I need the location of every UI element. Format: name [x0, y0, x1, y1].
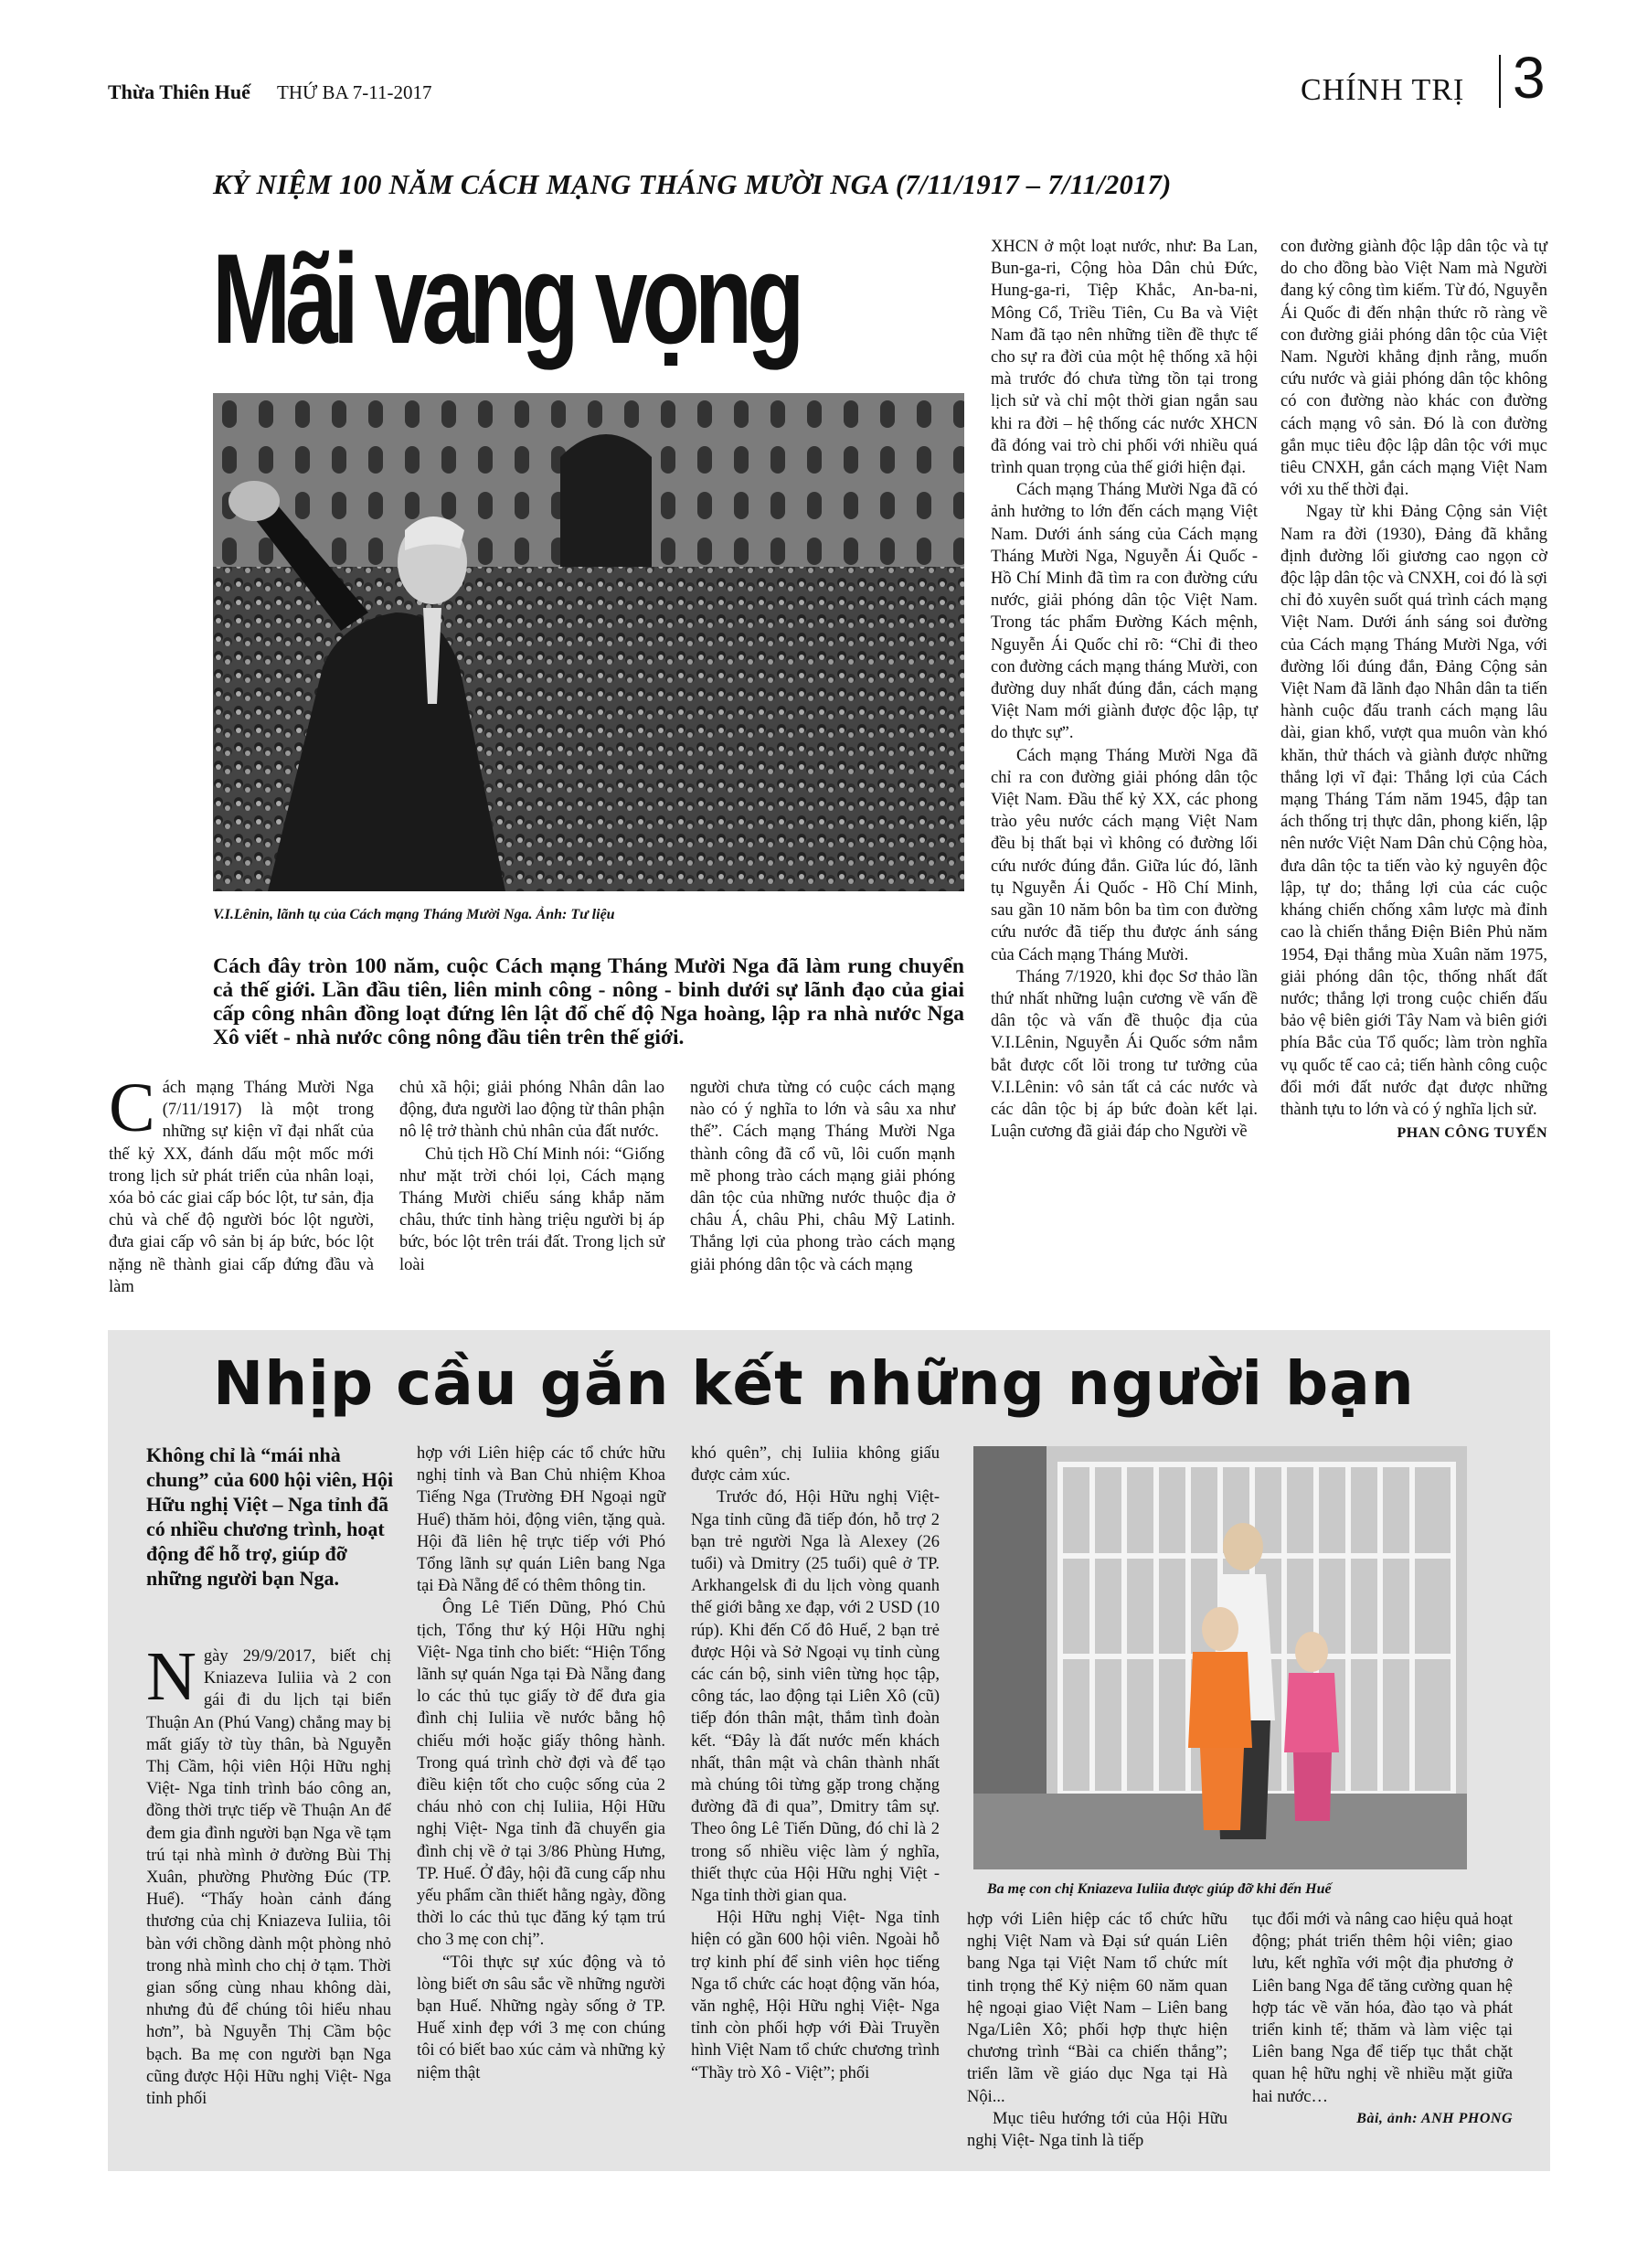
- article2-col2-p2: Ông Lê Tiến Dũng, Phó Chủ tịch, Tổng thư ký Hội Hữu nghị Việt- Nga tỉnh cho biết: “Hiện Tổng lãnh sự quán Nga tại Đà Nẵng đang lo các thủ tục giấy tờ để đưa gia đình chị Iuliia về nước bằng hộ chiếu mới hoặc giấy thông hành. Trong quá trình chờ đợi và để tạo điều kiện tốt cho cuộc sống của 2 cháu nhỏ con chị Iuliia, Hội Hữu nghị Việt- Nga tỉnh đã chuyển gia đình chị về ở tại 3/86 Phùng Hưng, TP. Huế. Ở đây, hội đã cung cấp nhu yếu phẩm cần thiết hằng ngày, đồng thời lo các thủ tục đăng ký tạm trú cho 3 mẹ con chị”.: [417, 1599, 665, 1950]
- page-number: 3: [1513, 45, 1546, 111]
- article2-byline: Bài, ảnh: ANH PHONG: [1356, 2110, 1513, 2126]
- article2-col3-p1: khó quên”, chị Iuliia không giấu được cảm xúc.: [691, 1444, 940, 1485]
- article1-col5: [1280, 236, 1547, 1145]
- lenin-photo-illustration: [213, 393, 964, 891]
- article1-kicker: KỶ NIỆM 100 NĂM CÁCH MẠNG THÁNG MƯỜI NGA (7/11/1917 – 7/11/2017): [213, 169, 1172, 200]
- article1-col2-p2: Chủ tịch Hồ Chí Minh nói: “Giống như mặt trời chói lọi, Cách mạng Tháng Mười chiếu sáng khắp năm châu, thức tỉnh hàng triệu người bị áp bức, bóc lột trên trái đất. Trong lịch sử loài: [399, 1145, 664, 1274]
- article1-col4-p3: Cách mạng Tháng Mười Nga đã chỉ ra con đường giải phóng dân tộc Việt Nam. Đầu thế kỷ XX, các phong trào yêu nước cách mạng Việt Nam đều bị thất bại vì không có đường lối cứu nước đúng đắn. Giữa lúc đó, lãnh tụ Nguyễn Ái Quốc - Hồ Chí Minh, sau gần 10 năm bôn ba tìm con đường cứu nước đã tiếp thu được ánh sáng của Cách mạng Tháng Mười.: [991, 746, 1258, 964]
- paper-name: Thừa Thiên Huế: [108, 80, 250, 103]
- article1-col3-p1: người chưa từng có cuộc cách mạng nào có ý nghĩa to lớn và sâu xa như thế”. Cách mạng Tháng Mười Nga thành công đã cổ vũ, lôi cuốn mạnh mẽ phong trào cách mạng giải phóng dân tộc của những nước thuộc địa ở châu Á, châu Phi, châu Mỹ Latinh. Thắng lợi của phong trào cách mạng giải phóng dân tộc và cách mạng: [690, 1079, 955, 1274]
- article2-col5-p1: tục đổi mới và nâng cao hiệu quả hoạt động; phát triển thêm hội viên; giao lưu, kết nghĩa với một địa phương ở Liên bang Nga để tăng cường quan hệ hợp tác về văn hóa, đào tạo và phát triển kinh tế; thăm và làm việc tại Liên bang Nga để tiếp tục thắt chặt quan hệ hữu nghị về nhiều mặt giữa hai nước…: [1252, 1911, 1513, 2106]
- article1-col5-p2: Ngay từ khi Đảng Cộng sản Việt Nam ra đời (1930), Đảng đã khẳng định đường lối giương cao ngọn cờ độc lập dân tộc và CNXH, coi đó là sợi chỉ đỏ xuyên suốt quá trình cách mạng Việt Nam. Dưới ánh sáng soi đường của Cách mạng Tháng Mười Nga, với đường lối đúng đắn, Đảng Cộng sản Việt Nam đã lãnh đạo Nhân dân ta tiến hành cuộc đấu tranh cách mạng lâu dài, gian khổ, vượt qua muôn vàn khó khăn, thử thách và giành được những thắng lợi vĩ đại: Thắng lợi của Cách mạng Tháng Tám năm 1945, đập tan ách thống trị thực dân, phong kiến, lập nên nước Việt Nam Dân chủ Cộng hòa, đưa dân tộc ta tiến vào kỷ nguyên độc lập, tự do; thắng lợi của các cuộc kháng chiến chống xâm lược mà đỉnh cao là chiến thắng Điện Biên Phủ năm 1954, Đại thắng mùa Xuân năm 1975, giải phóng dân tộc, thống nhất đất nước; thắng lợi trong cuộc chiến đấu bảo vệ biên giới Tây Nam và biên giới phía Bắc của Tổ quốc; làm tròn nghĩa vụ quốc tế cao cả; tiến hành công cuộc đổi mới đất nước đạt được những thành tựu to lớn và có ý nghĩa lịch sử.: [1280, 503, 1547, 1119]
- article2-col3: [691, 1443, 940, 2084]
- article2-photo-caption: Ba mẹ con chị Kniazeva Iuliia được giúp đỡ khi đến Huế: [987, 1881, 1332, 1897]
- family-photo-illustration: [973, 1446, 1467, 1869]
- article2-col5: [1252, 1909, 1513, 2130]
- article1-photo-caption: V.I.Lênin, lãnh tụ của Cách mạng Tháng Mười Nga. Ảnh: Tư liệu: [213, 907, 615, 922]
- article2-col3-p3: Hội Hữu nghị Việt- Nga tỉnh hiện có gần 600 hội viên. Ngoài hỗ trợ kinh phí để sinh viên học tiếng Nga tổ chức các hoạt động văn hóa, văn nghệ, Hội Hữu nghị Việt- Nga tỉnh còn phối hợp với Đài Truyền hình Việt Nam tổ chức chương trình “Thầy trò Xô - Việt”; phối: [691, 1909, 940, 2082]
- issue-date: THỨ BA 7-11-2017: [277, 81, 432, 103]
- article2-col2-p1: hợp với Liên hiệp các tổ chức hữu nghị tỉnh và Ban Chủ nhiệm Khoa Tiếng Nga (Trường ĐH Ngoại ngữ Huế) thăm hỏi, động viên, tặng quà. Hội đã liên hệ trực tiếp với Phó Tổng lãnh sự quán Liên bang Nga tại Đà Nẵng để có thêm thông tin.: [417, 1444, 665, 1596]
- article1-col4-p2: Cách mạng Tháng Mười Nga đã có ảnh hưởng to lớn đến cách mạng Việt Nam. Dưới ánh sáng của Cách mạng Tháng Mười Nga, Nguyễn Ái Quốc - Hồ Chí Minh đã tìm ra con đường cứu nước, giải phóng dân tộc Việt Nam. Trong tác phẩm Đường Kách mệnh, Nguyễn Ái Quốc chỉ rõ: “Chỉ đi theo con đường cách mạng tháng Mười, con đường duy nhất đúng đắn, cách mạng Việt Nam mới giành được độc lập, tự do thực sự”.: [991, 481, 1258, 743]
- article2-photo: [973, 1446, 1467, 1869]
- article2-col4-p1: hợp với Liên hiệp các tổ chức hữu nghị Việt Nam và Đại sứ quán Liên bang Nga tại Việt Nam tổ chức mít tinh trọng thể Kỷ niệm 60 năm quan hệ ngoại giao Việt Nam – Liên bang Nga/Liên Xô; phối hợp thực hiện chương trình “Bài ca chiến thắng”; triển lãm về giáo dục Nga tại Hà Nội...: [967, 1911, 1227, 2106]
- article2-dropcap: N: [146, 1638, 197, 1715]
- article1-col4-p4: Tháng 7/1920, khi đọc Sơ thảo lần thứ nhất những luận cương về vấn đề dân tộc và vấn đề thuộc địa của V.I.Lênin, Nguyễn Ái Quốc sớm nắm bắt được cốt lõi trong tư tưởng của V.I.Lênin: vô sản tất cả các nước và các dân tộc bị áp bức đoàn kết lại. Luận cương đã giải đáp cho Người về: [991, 967, 1258, 1142]
- article2-col4: [967, 1909, 1227, 2152]
- article2-col2-p3: “Tôi thực sự xúc động và tỏ lòng biết ơn sâu sắc về những người bạn Huế. Những ngày sống ở TP. Huế xinh đẹp với 3 mẹ con chúng tôi có biết bao xúc cảm và những kỷ niệm thật: [417, 1953, 665, 2082]
- article1-col1: [109, 1070, 374, 1298]
- article1-col1-text: ách mạng Tháng Mười Nga (7/11/1917) là một trong những sự kiện vĩ đại nhất của thế kỷ XX, đánh dấu một mốc mới trong lịch sử phát triển của nhân loại, xóa bỏ các giai cấp bóc lột, tư sản, địa chủ và chế độ người bóc lột người, đưa giai cấp vô sản bị áp bức, bóc lột nặng nề thành giai cấp đứng đầu và làm: [109, 1079, 374, 1296]
- article1-headline: Mãi vang vọng: [212, 227, 800, 370]
- article2-col3-p2: Trước đó, Hội Hữu nghị Việt- Nga tỉnh cũng đã tiếp đón, hỗ trợ 2 bạn trẻ người Nga là Alexey (26 tuổi) và Dmitry (25 tuổi) quê ở TP. Arkhangelsk đi du lịch vòng quanh thế giới bằng xe đạp, với 2 USD (10 rúp). Khi đến Cố đô Huế, 2 bạn trẻ được Hội và Sở Ngoại vụ tỉnh cùng các cán bộ, sinh viên từng học tập, công tác, lao động tại Liên Xô (cũ) tiếp đón thân mật, thắm tình đoàn kết. “Đây là đất nước mến khách nhất, thân mật và chân thành nhất mà chúng tôi từng gặp trong chặng đường đã đi qua”, Dmitry tâm sự. Theo ông Lê Tiến Dũng, đó chỉ là 2 trong số nhiều việc làm ý nghĩa, thiết thực của Hội Hữu nghị Việt - Nga tỉnh thời gian qua.: [691, 1488, 940, 1906]
- article2-col2: [417, 1443, 665, 2084]
- article2-lead: Không chỉ là “mái nhà chung” của 600 hội viên, Hội Hữu nghị Việt – Nga tỉnh đã có nhiều chương trình, hoạt động để hỗ trợ, giúp đỡ những người bạn Nga.: [146, 1443, 394, 1590]
- article2-col1: [146, 1638, 391, 2110]
- section-title: CHÍNH TRỊ: [1301, 73, 1465, 107]
- article2-col4-p2: Mục tiêu hướng tới của Hội Hữu nghị Việt- Nga tỉnh là tiếp: [967, 2109, 1227, 2151]
- article1-col5-p1: con đường giành độc lập dân tộc và tự do cho đồng bào Việt Nam mà Người đang ký công tìm kiếm. Từ đó, Nguyễn Ái Quốc đi đến nhận thức rõ ràng về con đường giải phóng dân tộc của Việt Nam. Người khẳng định rằng, muốn cứu nước và giải phóng dân tộc không có con đường nào khác con đường cách mạng vô sản. Đó là con đường gắn mục tiêu độc lập dân tộc với mục tiêu CNXH, gắn cách mạng Việt Nam với xu thế thời đại.: [1280, 238, 1547, 500]
- article1-byline: PHAN CÔNG TUYẾN: [1397, 1125, 1547, 1142]
- article1-dropcap: C: [109, 1070, 155, 1146]
- article1-col2-p1: chủ xã hội; giải phóng Nhân dân lao động, đưa người lao động từ thân phận nô lệ trở thành chủ nhân của đất nước.: [399, 1079, 664, 1142]
- article1-col4: [991, 236, 1258, 1143]
- article1-photo: [213, 393, 964, 891]
- article2-headline: Nhịp cầu gắn kết những người bạn: [213, 1348, 1415, 1419]
- header-divider: [1499, 55, 1501, 108]
- article1-col4-p1: XHCN ở một loạt nước, như: Ba Lan, Bun-ga-ri, Cộng hòa Dân chủ Đức, Hung-ga-ri, Tiệp Khắc, An-ba-ni, Mông Cổ, Triều Tiên, Cu Ba và Việt Nam đã tạo nên những tiền đề thực tế cho sự ra đời của một hệ thống xã hội mà trước đó chưa từng tồn tại trong lịch sử và chỉ một thời gian ngắn sau khi ra đời – hệ thống các nước XHCN đã đóng vai trò chi phối với nhiều quá trình quan trọng của thế giới hiện đại.: [991, 238, 1258, 478]
- article2-col1-text: gày 29/9/2017, biết chị Kniazeva Iuliia và 2 con gái đi du lịch tại biển Thuận An (Phú Vang) chẳng may bị mất giấy tờ tùy thân, bà Nguyễn Thị Cầm, hội viên Hội Hữu nghị Việt- Nga tỉnh trình báo công an, đồng thời trực tiếp về Thuận An để đem gia đình người bạn Nga về tạm trú tại nhà mình ở đường Bùi Thị Xuân, phường Phường Đúc (TP. Huế). “Thấy hoàn cảnh đáng thương của chị Kniazeva Iuliia, tôi bàn với chồng dành một phòng nhỏ trong nhà mình cho chị ở tạm. Thời gian sống cùng nhau không dài, nhưng đủ để chúng tôi hiểu nhau hơn”, bà Nguyễn Thị Cầm bộc bạch. Ba mẹ con người bạn Nga cũng được Hội Hữu nghị Việt- Nga tỉnh phối: [146, 1647, 391, 2109]
- article1-lead: Cách đây tròn 100 năm, cuộc Cách mạng Tháng Mười Nga đã làm rung chuyển cả thế giới. Lần đầu tiên, liên minh công - nông - binh dưới sự lãnh đạo của giai cấp công nhân đồng loạt đứng lên lật đổ chế độ Nga hoàng, lập ra nhà nước Nga Xô viết - nhà nước công nông đầu tiên trên thế giới.: [213, 954, 964, 1049]
- article1-col2: [399, 1077, 664, 1276]
- article1-col3: [690, 1077, 955, 1276]
